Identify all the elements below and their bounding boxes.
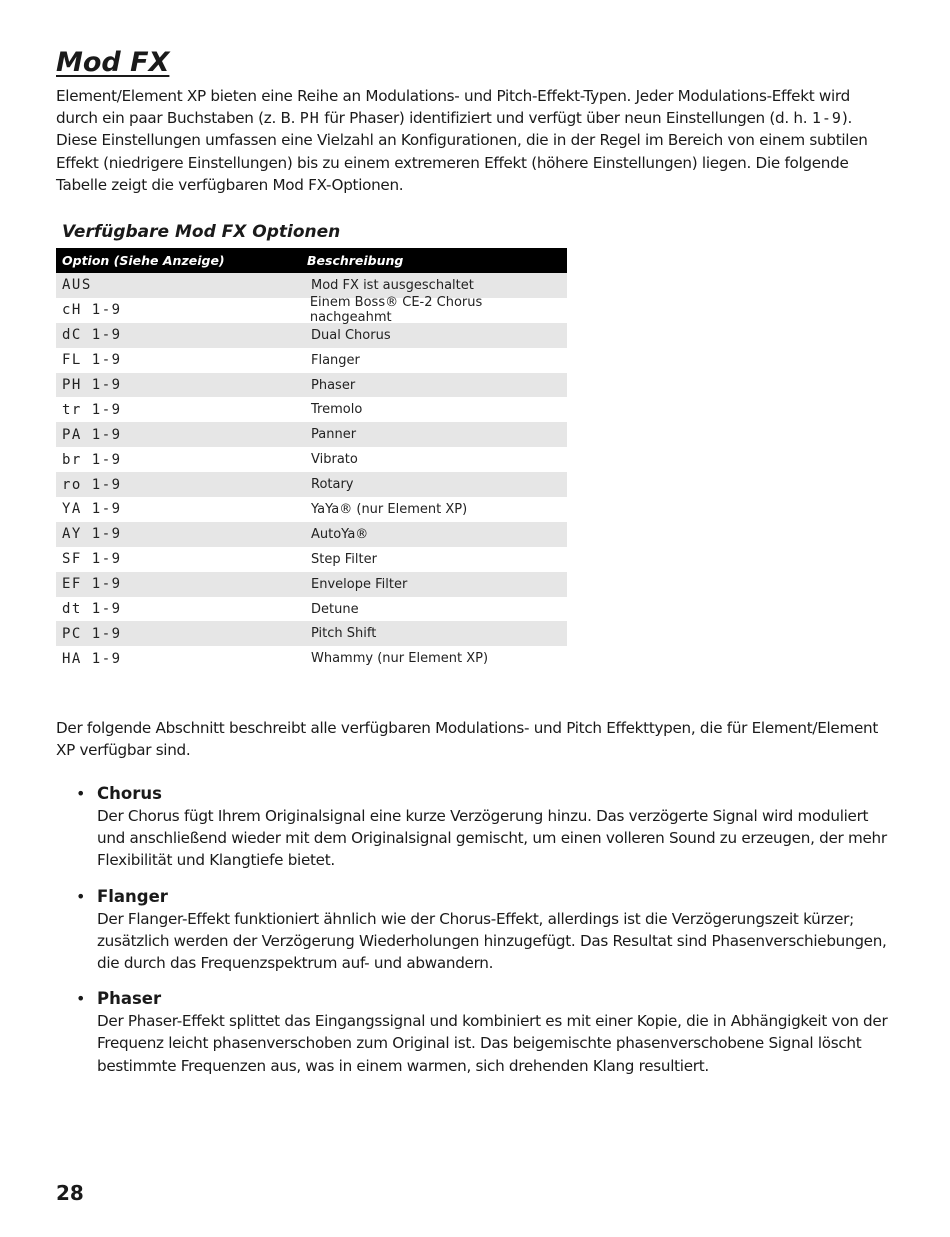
list-item	[56, 783, 896, 872]
table-row	[56, 348, 567, 373]
table-row	[56, 422, 567, 447]
bullet-icon: •	[76, 989, 86, 1009]
option-code: ro 1-9	[62, 476, 122, 493]
list-item	[56, 988, 896, 1077]
bullet-icon: •	[76, 886, 86, 906]
option-code: PA 1-9	[62, 426, 122, 443]
option-description: Panner	[311, 427, 357, 443]
table-title: Verfügbare Mod FX Optionen	[62, 222, 341, 242]
option-code: HA 1-9	[62, 650, 122, 667]
header-option: Option (Siehe Anzeige)	[62, 253, 225, 268]
option-description: Whammy (nur Element XP)	[311, 651, 489, 667]
effect-heading: Chorus	[97, 784, 162, 803]
list-item	[56, 886, 896, 975]
option-description: Tremolo	[311, 402, 363, 418]
bullet-icon: •	[76, 784, 86, 803]
option-description: Phaser	[311, 377, 356, 393]
option-code: dt 1-9	[62, 601, 122, 618]
option-description: Rotary	[311, 477, 354, 493]
intro-code-range: 1-9	[811, 109, 842, 128]
effect-description: Der Phaser-Effekt splittet das Eingangssignal und kombiniert es mit einer Kopie, die in Abhängigkeit von der Frequenz leicht phasenverschoben zum Original ist. Das beigemischte phasenverschobene Signal löscht bestimmte Frequenzen aus, was in einem warmen, sich drehenden Klang resultiert.	[97, 1012, 888, 1075]
option-code: FL 1-9	[62, 352, 122, 369]
table-row	[56, 447, 567, 472]
option-description: Step Filter	[311, 551, 377, 567]
header-description: Beschreibung	[307, 253, 404, 268]
table-row	[56, 497, 567, 522]
option-description: AutoYa®	[311, 526, 369, 542]
table-row	[56, 472, 567, 497]
table-row	[56, 621, 567, 646]
option-description: Dual Chorus	[311, 327, 391, 343]
option-description: Detune	[311, 601, 359, 617]
effect-list	[56, 783, 896, 1091]
option-description: Einem Boss® CE-2 Chorus nachgeahmt	[309, 295, 483, 326]
intro-code-ph: PH	[299, 109, 320, 128]
effect-description: Der Chorus fügt Ihrem Originalsignal eine kurze Verzögerung hinzu. Das verzögerte Signal wird moduliert und anschließend wieder mit dem Originalsignal gemischt, um einen volleren Sound zu erzeugen, der mehr Flexibilität und Klangtiefe bietet.	[97, 807, 887, 870]
intro-text-1: Element/Element XP bieten eine Reihe an Modulations- und Pitch-Effekt-Typen. Jeder Modulations-Effekt wird durch ein paar Buchstaben (z. B.	[56, 87, 850, 128]
option-code: dC 1-9	[62, 327, 122, 344]
section-intro-paragraph: Der folgende Abschnitt beschreibt alle verfügbaren Modulations- und Pitch Effekttypen, die für Element/Element XP verfügbar sind.	[56, 719, 878, 760]
intro-paragraph	[56, 85, 894, 196]
effect-heading: Phaser	[97, 989, 162, 1009]
table-row	[56, 547, 567, 572]
option-code: AY 1-9	[62, 526, 122, 543]
table-row	[56, 295, 567, 326]
option-description: Flanger	[311, 352, 360, 368]
intro-text-3: ). Diese Einstellungen umfassen eine Vielzahl an Konfigurationen, die in der Regel im Bereich von einem subtilen Effekt (niedrigere Einstellungen) bis zu einem extremeren Effekt (höhere Einstellungen) liegen. Die folgende Tabelle zeigt die verfügbaren Mod FX-Optionen.	[56, 109, 868, 194]
option-code: PC 1-9	[62, 625, 122, 642]
table-row	[56, 273, 567, 298]
option-code: SF 1-9	[62, 551, 122, 568]
option-code: AUS	[62, 277, 92, 294]
option-code: PH 1-9	[62, 377, 122, 393]
option-code: EF 1-9	[62, 576, 122, 593]
table-row	[56, 373, 567, 398]
option-description: Vibrato	[311, 452, 358, 468]
table-row	[56, 572, 567, 597]
page-title: Mod FX	[56, 47, 170, 78]
table-row	[56, 323, 567, 348]
option-description: Envelope Filter	[311, 576, 408, 592]
mod-fx-table	[56, 248, 567, 671]
option-description: YaYa® (nur Element XP)	[311, 501, 468, 517]
option-code: br 1-9	[62, 451, 122, 468]
page-number: 28	[56, 1181, 84, 1205]
effect-heading: Flanger	[97, 886, 168, 906]
table-row	[56, 597, 567, 622]
intro-text-2: für Phaser) identifiziert und verfügt über neun Einstellungen (d. h.	[319, 109, 812, 128]
option-code: cH 1-9	[62, 302, 122, 319]
option-description: Mod FX ist ausgeschaltet	[311, 277, 474, 293]
table-header	[56, 248, 567, 273]
table-row	[56, 397, 567, 422]
option-description: Pitch Shift	[311, 626, 377, 642]
effect-description: Der Flanger-Effekt funktioniert ähnlich wie der Chorus-Effekt, allerdings ist die Verzögerungszeit kürzer; zusätzlich werden der Verzögerung Wiederholungen hinzugefügt. Das Resultat sind Phasenverschiebungen, die durch das Frequenzspektrum auf- und abwandern.	[97, 909, 887, 973]
option-code: tr 1-9	[62, 401, 122, 418]
option-code: YA 1-9	[62, 501, 122, 518]
table-row	[56, 646, 567, 671]
table-row	[56, 522, 567, 547]
